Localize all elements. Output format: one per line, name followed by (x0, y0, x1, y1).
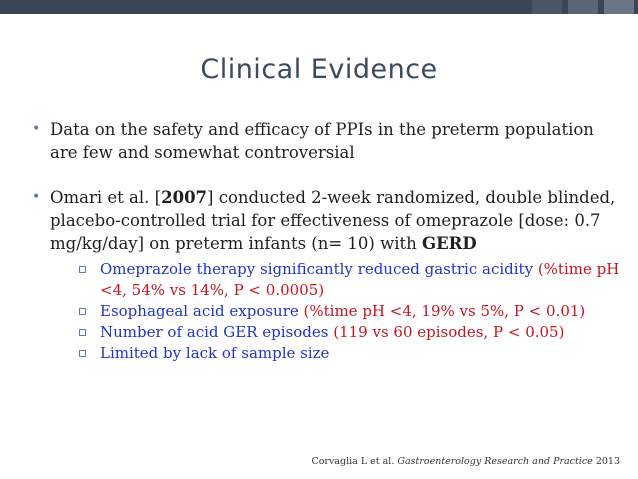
sub-bullet (78, 301, 620, 322)
bullet-1 (30, 118, 620, 164)
citation (311, 456, 620, 467)
sub-bullet-text: Esophageal acid exposure (100, 302, 304, 320)
sub-bullet (78, 322, 620, 343)
citation-journal: Gastroenterology Research and Practice (397, 456, 593, 467)
top-bar-accent (604, 0, 634, 14)
sub-bullet-stats: (%time pH <4, 54% vs 14%, P < 0.0005) (100, 260, 620, 299)
slide-content (30, 118, 620, 364)
bullet-marker-icon: • (32, 189, 41, 205)
bullet-marker-icon: • (32, 121, 41, 137)
sub-bullet-text: Number of acid GER episodes (100, 323, 334, 341)
bullet-2-gerd: GERD (422, 234, 477, 253)
square-bullet-icon (79, 308, 86, 315)
top-bar-accent (568, 0, 598, 14)
top-bar (0, 0, 638, 14)
top-bar-accent (532, 0, 562, 14)
citation-author: Corvaglia L et al. (311, 456, 398, 467)
sub-bullet (78, 259, 620, 301)
sub-bullet-list (50, 259, 620, 364)
sub-bullet (78, 343, 620, 364)
square-bullet-icon (79, 350, 86, 357)
slide-title: Clinical Evidence (200, 54, 438, 85)
sub-bullet-stats: (%time pH <4, 19% vs 5%, P < 0.01) (303, 302, 586, 320)
sub-bullet-text: Limited by lack of sample size (100, 344, 330, 362)
bullet-2-text-a: Omari et al. [ (50, 188, 162, 207)
bullet-2 (30, 186, 620, 364)
sub-bullet-stats: (119 vs 60 episodes, P < 0.05) (333, 323, 565, 341)
sub-bullet-text: Omeprazole therapy significantly reduced gastric acidity (100, 260, 538, 278)
square-bullet-icon (79, 266, 86, 273)
square-bullet-icon (79, 329, 86, 336)
bullet-1-text: Data on the safety and efficacy of PPIs in the preterm population are few and somewhat controversial (50, 120, 594, 162)
citation-year: 2013 (592, 456, 620, 467)
bullet-2-text-b: ] conducted 2-week randomized, double blinded, placebo-controlled trial for effectiveness of omeprazole [dose: 0.7 mg/kg/day] on preterm infants (n= 10) with (50, 188, 616, 253)
bullet-2-year: 2007 (161, 188, 208, 207)
